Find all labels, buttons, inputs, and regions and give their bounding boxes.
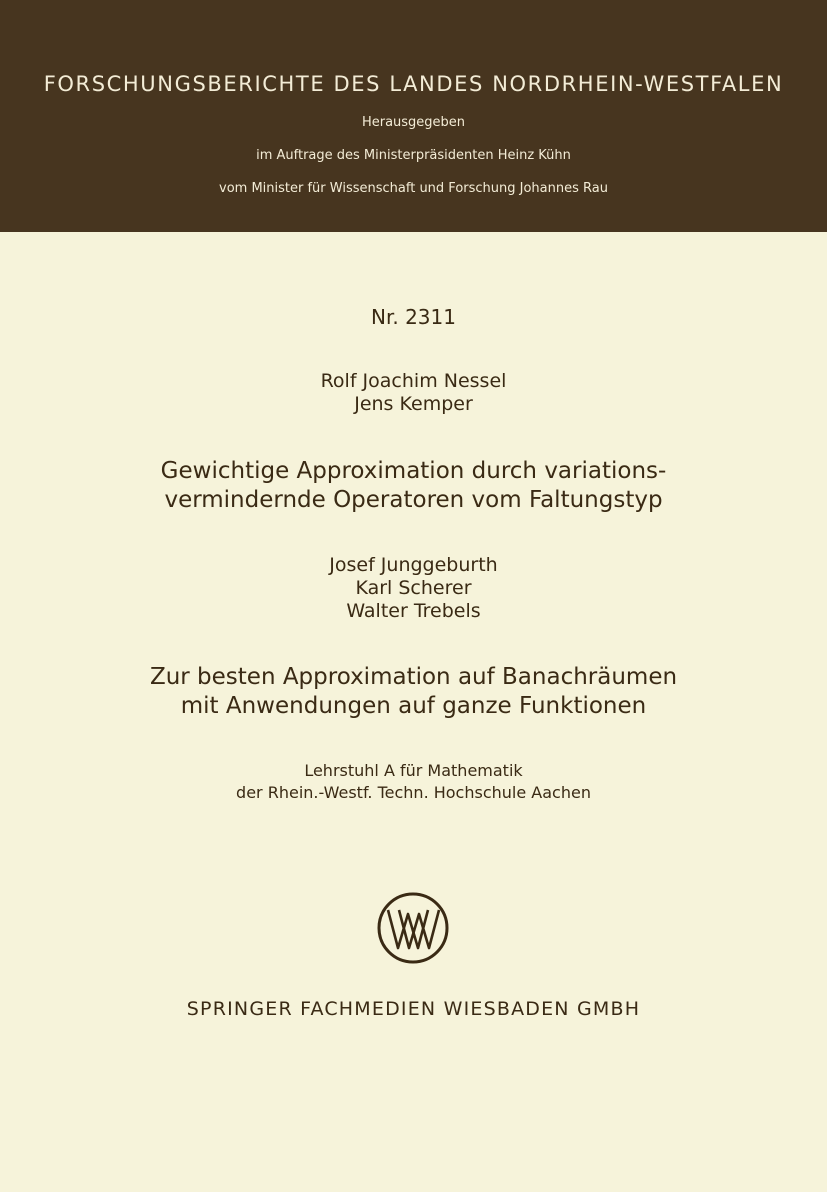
authors-part1 — [0, 370, 827, 416]
publisher-name: SPRINGER FACHMEDIEN WIESBADEN GMBH — [186, 998, 641, 1020]
ww-circle-logo-icon — [375, 890, 451, 966]
title-line: Zur besten Approximation auf Banachräumen — [149, 664, 678, 690]
authors-part2 — [0, 554, 827, 623]
author-name: Jens Kemper — [354, 393, 473, 415]
title-line: mit Anwendungen auf ganze Funktionen — [180, 693, 647, 719]
affiliation — [0, 760, 827, 804]
affiliation-line: der Rhein.-Westf. Techn. Hochschule Aachen — [236, 783, 591, 802]
title-line: vermindernde Operatoren vom Faltungstyp — [164, 487, 663, 513]
report-number: Nr. 2311 — [371, 305, 456, 329]
editor-line: Herausgegeben — [361, 115, 466, 130]
header-band — [0, 0, 827, 232]
editor-line: im Auftrage des Ministerpräsidenten Heinz Kühn — [256, 148, 571, 163]
author-name: Rolf Joachim Nessel — [320, 370, 507, 392]
title-line: Gewichtige Approximation durch variations- — [160, 458, 667, 484]
title-part1 — [0, 457, 827, 515]
author-name: Walter Trebels — [346, 600, 481, 622]
author-name: Karl Scherer — [355, 577, 472, 599]
author-name: Josef Junggeburth — [329, 554, 498, 576]
title-part2 — [0, 663, 827, 721]
series-title: FORSCHUNGSBERICHTE DES LANDES NORDRHEIN-WESTFALEN — [43, 72, 784, 96]
affiliation-line: Lehrstuhl A für Mathematik — [304, 761, 523, 780]
editor-line: vom Minister für Wissenschaft und Forschung Johannes Rau — [219, 181, 608, 196]
